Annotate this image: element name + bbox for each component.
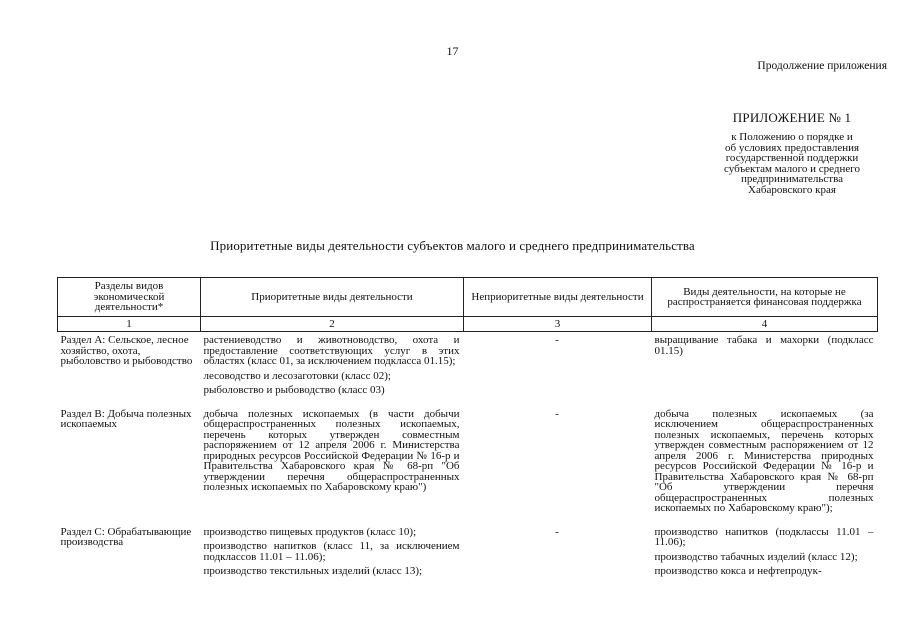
column-number: 1 [58,317,201,332]
non-priority-cell: - [555,334,559,346]
priority-entry: рыболовство и рыбоводство (класс 03) [203,384,385,396]
priority-entry: производство пищевых продуктов (класс 10); [203,525,417,538]
priority-entry: растениеводство и животноводство, охота и предоставление соответствующих услуг в этих областях (класс 01, за исключением подкласса 01.15); [203,334,460,367]
excluded-entry: производство табачных изделий (класс 12); [654,550,858,563]
table-row [58,524,878,587]
column-number: 3 [464,317,652,332]
excluded-cell [652,524,878,587]
header-sections: Разделы видов экономической деятельности* [58,278,201,317]
column-number: 4 [652,317,878,332]
priority-entry: производство текстильных изделий (класс 13); [203,565,423,577]
appendix-subtitle [697,132,887,195]
table-row [58,406,878,524]
appendix-title: ПРИЛОЖЕНИЕ № 1 [732,110,852,125]
excluded-cell [652,332,878,406]
header-priority: Приоритетные виды деятельности [201,278,464,317]
non-priority-cell: - [555,407,559,420]
appendix-subtitle-line: предпринимательства [740,173,844,185]
section-cell [58,524,201,587]
section-name: Раздел A: Сельское, лесное хозяйство, охота, рыболовство и рыбоводство [60,334,193,367]
priority-entry: лесоводство и лесозаготовки (класс 02); [203,369,391,382]
section-cell [58,406,201,524]
priority-cell [201,332,464,406]
appendix-heading [697,110,887,195]
section-cell [58,332,201,406]
continuation-label: Продолжение приложения [757,60,887,72]
priority-cell [201,524,464,587]
priority-entry: производство напитков (класс 11, за исключением подклассов 11.01 – 11.06); [203,540,460,563]
excluded-entry: выращивание табака и махорки (подкласс 01.15) [654,334,874,357]
priority-entry: добыча полезных ископаемых (в части добычи общераспространенных полезных ископаемых, перечень которых утвержден совместным распоряжением от 12 апреля 2006 г. Министерства природных ресурсов Российской Федерации № 16-р и Правительства Хабаровского края № 68-рп "Об утверждении перечня общераспространенных полезных ископаемых по Хабаровскому краю") [203,407,460,493]
appendix-subtitle-line: субъектам малого и среднего [724,162,860,175]
priority-cell [201,406,464,524]
appendix-subtitle-line: Хабаровского края [748,183,836,196]
priority-activities-table [57,277,878,587]
header-non-priority: Неприоритетные виды деятельности [464,278,652,317]
excluded-cell [652,406,878,524]
excluded-entry: производство напитков (подклассы 11.01 – 11.06); [654,525,874,548]
section-name: Раздел B: Добыча полезных ископаемых [60,407,192,430]
document-title: Приоритетные виды деятельности субъектов малого и среднего предпринимательства [210,238,695,253]
table-row [58,332,878,406]
header-excluded: Виды деятельности, на которые не распространяется финансовая поддержка [652,278,878,317]
excluded-entry: производство кокса и нефтепродук- [654,565,822,577]
page-number: 17 [446,44,459,58]
appendix-subtitle-line: государственной поддержки [725,152,859,164]
appendix-subtitle-line: к Положению о порядке и [731,131,853,143]
excluded-entry: добыча полезных ископаемых (за исключением общераспространенных полезных ископаемых, перечень которых утвержден совместным распоряжением от 12 апреля 2006 г. Министерства природных ресурсов Российской Федерации № 16-р и Правительства Хабаровского края № 68-рп "Об утверждении перечня общераспространенных полезных ископаемых по Хабаровскому краю"); [654,407,874,514]
section-name: Раздел C: Обрабатывающие производства [60,525,192,548]
non-priority-cell: - [555,525,559,538]
column-number: 2 [201,317,464,332]
column-number-row [58,317,878,332]
appendix-subtitle-line: об условиях предоставления [724,141,860,154]
table-header-row [58,278,878,317]
